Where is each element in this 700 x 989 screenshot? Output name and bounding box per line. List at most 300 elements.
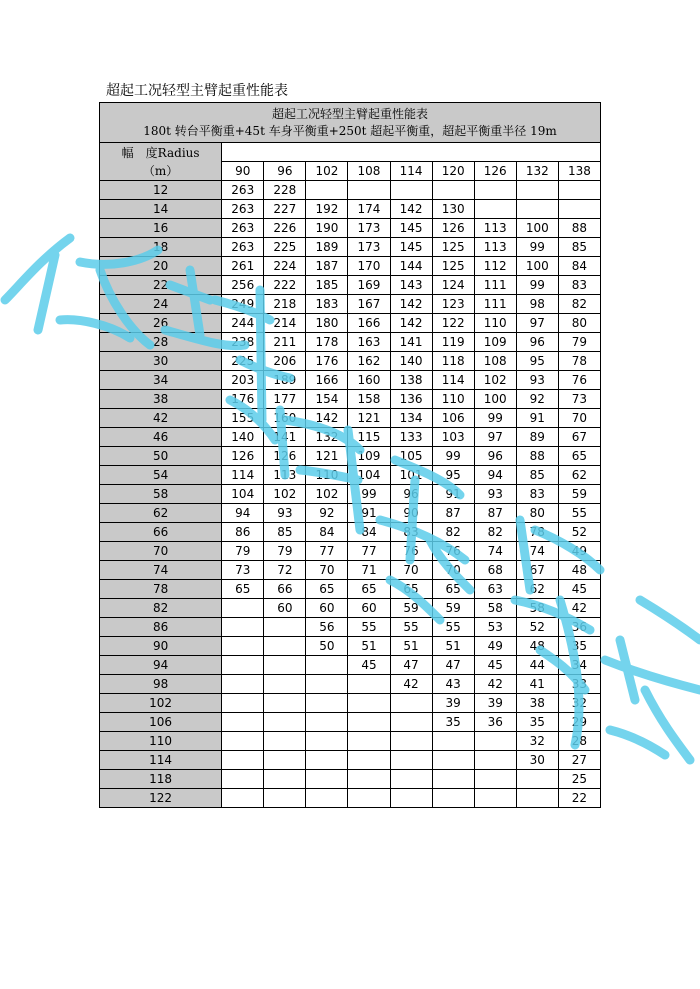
- radius-cell: 46: [100, 428, 222, 447]
- load-cell: [222, 637, 264, 656]
- load-cell: 79: [264, 542, 306, 561]
- table-row: [100, 618, 601, 637]
- load-cell: 91: [432, 485, 474, 504]
- load-cell: 78: [558, 352, 600, 371]
- load-cell: 93: [516, 371, 558, 390]
- table-row: [100, 485, 601, 504]
- load-cell: 22: [558, 789, 600, 808]
- load-cell: 111: [474, 295, 516, 314]
- load-cell: 78: [516, 523, 558, 542]
- radius-cell: 20: [100, 257, 222, 276]
- load-cell: [264, 713, 306, 732]
- radius-cell: 98: [100, 675, 222, 694]
- load-cell: 225: [264, 238, 306, 257]
- load-cell: 99: [516, 276, 558, 295]
- load-cell: 76: [558, 371, 600, 390]
- load-cell: 55: [558, 504, 600, 523]
- load-cell: 249: [222, 295, 264, 314]
- radius-cell: 106: [100, 713, 222, 732]
- load-cell: 263: [222, 238, 264, 257]
- load-cell: 244: [222, 314, 264, 333]
- load-cell: 189: [306, 238, 348, 257]
- load-cell: 80: [558, 314, 600, 333]
- load-cell: 115: [348, 428, 390, 447]
- header-row: [100, 143, 601, 162]
- radius-cell: 122: [100, 789, 222, 808]
- load-cell: 67: [516, 561, 558, 580]
- load-cell: 214: [264, 314, 306, 333]
- load-cell: 183: [306, 295, 348, 314]
- load-cell: 83: [516, 485, 558, 504]
- table-row: [100, 371, 601, 390]
- load-cell: 77: [348, 542, 390, 561]
- load-cell: 41: [516, 675, 558, 694]
- load-cell: 65: [222, 580, 264, 599]
- load-cell: [390, 181, 432, 200]
- load-cell: [432, 751, 474, 770]
- load-cell: 59: [390, 599, 432, 618]
- radius-header-label: 幅 度Radius: [121, 145, 200, 160]
- load-cell: 47: [390, 656, 432, 675]
- radius-cell: 110: [100, 732, 222, 751]
- load-cell: 226: [264, 219, 306, 238]
- load-cell: 67: [558, 428, 600, 447]
- load-cell: 113: [264, 466, 306, 485]
- load-cell: 60: [348, 599, 390, 618]
- load-cell: [348, 713, 390, 732]
- load-cell: 39: [474, 694, 516, 713]
- load-cell: 90: [390, 504, 432, 523]
- load-cell: 45: [474, 656, 516, 675]
- load-cell: [348, 770, 390, 789]
- load-cell: 92: [516, 390, 558, 409]
- load-cell: 173: [348, 238, 390, 257]
- load-cell: 39: [432, 694, 474, 713]
- load-cell: [306, 732, 348, 751]
- load-cell: 85: [264, 523, 306, 542]
- load-cell: [348, 675, 390, 694]
- load-cell: 29: [558, 713, 600, 732]
- load-cell: [306, 751, 348, 770]
- load-cell: 34: [558, 656, 600, 675]
- load-cell: 114: [432, 371, 474, 390]
- table-row: [100, 694, 601, 713]
- table-row: [100, 637, 601, 656]
- load-cell: 70: [558, 409, 600, 428]
- load-cell: 160: [264, 409, 306, 428]
- load-cell: 59: [558, 485, 600, 504]
- load-cell: 112: [474, 257, 516, 276]
- table-row: [100, 789, 601, 808]
- table-row: [100, 219, 601, 238]
- load-cell: 256: [222, 276, 264, 295]
- load-cell: 35: [432, 713, 474, 732]
- load-cell: 62: [558, 466, 600, 485]
- load-cell: [222, 694, 264, 713]
- load-cell: 176: [306, 352, 348, 371]
- load-cell: 42: [558, 599, 600, 618]
- load-cell: 133: [390, 428, 432, 447]
- load-cell: 222: [264, 276, 306, 295]
- load-cell: 140: [390, 352, 432, 371]
- load-cell: 177: [264, 390, 306, 409]
- load-cell: 263: [222, 181, 264, 200]
- load-cell: 178: [306, 333, 348, 352]
- load-cell: 114: [222, 466, 264, 485]
- load-cell: [516, 181, 558, 200]
- load-cell: 109: [348, 447, 390, 466]
- load-cell: 47: [432, 656, 474, 675]
- boom-length-114: 114: [390, 162, 432, 181]
- table-row: [100, 295, 601, 314]
- load-cell: 126: [432, 219, 474, 238]
- table-row: [100, 333, 601, 352]
- load-cell: 27: [558, 751, 600, 770]
- load-cell: 74: [474, 542, 516, 561]
- boom-length-120: 120: [432, 162, 474, 181]
- load-cell: 70: [432, 561, 474, 580]
- load-cell: 58: [474, 599, 516, 618]
- table-row: [100, 542, 601, 561]
- table-row: [100, 504, 601, 523]
- load-cell: 97: [474, 428, 516, 447]
- load-cell: 166: [306, 371, 348, 390]
- load-cell: 138: [390, 371, 432, 390]
- load-cell: 144: [390, 257, 432, 276]
- load-cell: 93: [264, 504, 306, 523]
- load-cell: 65: [306, 580, 348, 599]
- load-cell: 121: [348, 409, 390, 428]
- table-row: [100, 580, 601, 599]
- load-cell: 82: [474, 523, 516, 542]
- load-cell: 141: [264, 428, 306, 447]
- load-cell: 102: [264, 485, 306, 504]
- boom-length-102: 102: [306, 162, 348, 181]
- load-cell: [348, 751, 390, 770]
- load-cell: 79: [222, 542, 264, 561]
- load-cell: 60: [264, 599, 306, 618]
- table-row: [100, 257, 601, 276]
- table-row: [100, 523, 601, 542]
- load-cell: 238: [222, 333, 264, 352]
- load-cell: 126: [222, 447, 264, 466]
- load-cell: 50: [306, 637, 348, 656]
- load-cell: 192: [306, 200, 348, 219]
- load-cell: 140: [222, 428, 264, 447]
- radius-cell: 94: [100, 656, 222, 675]
- load-cell: 93: [474, 485, 516, 504]
- load-cell: [390, 751, 432, 770]
- load-cell: [222, 732, 264, 751]
- load-cell: [474, 200, 516, 219]
- load-cell: [432, 732, 474, 751]
- load-cell: 185: [306, 276, 348, 295]
- load-cell: [306, 656, 348, 675]
- table-row: [100, 751, 601, 770]
- radius-cell: 82: [100, 599, 222, 618]
- load-cell: 36: [474, 713, 516, 732]
- load-cell: 83: [558, 276, 600, 295]
- load-cell: 92: [306, 504, 348, 523]
- table-caption-conditions: 180t 转台平衡重+45t 车身平衡重+250t 超起平衡重，超起平衡重半径 19m: [143, 124, 557, 138]
- load-cell: 104: [222, 485, 264, 504]
- load-cell: [306, 770, 348, 789]
- radius-cell: 24: [100, 295, 222, 314]
- load-cell: [264, 618, 306, 637]
- load-cell: 85: [516, 466, 558, 485]
- boom-length-126: 126: [474, 162, 516, 181]
- load-cell: [474, 732, 516, 751]
- load-cell: 106: [432, 409, 474, 428]
- load-cell: 82: [432, 523, 474, 542]
- load-cell: 158: [348, 390, 390, 409]
- load-cell: [390, 713, 432, 732]
- load-cell: 102: [306, 485, 348, 504]
- load-cell: 45: [558, 580, 600, 599]
- load-cell: [348, 732, 390, 751]
- load-cell: [222, 618, 264, 637]
- load-cell: 87: [432, 504, 474, 523]
- load-cell: [222, 789, 264, 808]
- load-cell: 126: [264, 447, 306, 466]
- load-cell: 42: [390, 675, 432, 694]
- load-cell: 77: [306, 542, 348, 561]
- load-cell: 261: [222, 257, 264, 276]
- load-cell: 190: [306, 219, 348, 238]
- load-cell: 98: [516, 295, 558, 314]
- load-cell: 104: [348, 466, 390, 485]
- radius-header: [100, 143, 222, 181]
- radius-cell: 28: [100, 333, 222, 352]
- load-cell: 173: [348, 219, 390, 238]
- load-cell: 49: [474, 637, 516, 656]
- load-cell: 211: [264, 333, 306, 352]
- table-row: [100, 656, 601, 675]
- load-cell: 74: [516, 542, 558, 561]
- load-cell: 228: [264, 181, 306, 200]
- load-cell: 124: [432, 276, 474, 295]
- table-row: [100, 390, 601, 409]
- load-cell: 122: [432, 314, 474, 333]
- load-cell: 84: [558, 257, 600, 276]
- load-cell: 65: [558, 447, 600, 466]
- load-cell: 86: [222, 523, 264, 542]
- load-cell: 142: [390, 200, 432, 219]
- radius-header-unit: （m）: [142, 163, 179, 178]
- load-cell: 73: [558, 390, 600, 409]
- load-cell: 162: [348, 352, 390, 371]
- load-cell: [432, 770, 474, 789]
- load-cell: [516, 200, 558, 219]
- load-cell: 42: [474, 675, 516, 694]
- table-row: [100, 352, 601, 371]
- load-cell: 32: [558, 694, 600, 713]
- load-cell: 174: [348, 200, 390, 219]
- load-cell: 203: [222, 371, 264, 390]
- radius-cell: 58: [100, 485, 222, 504]
- watermark-glyph-6: [605, 600, 700, 760]
- load-cell: 100: [474, 390, 516, 409]
- load-cell: 68: [474, 561, 516, 580]
- boom-length-90: 90: [222, 162, 264, 181]
- load-cell: 55: [432, 618, 474, 637]
- boom-length-138: 138: [558, 162, 600, 181]
- load-cell: [516, 770, 558, 789]
- load-cell: 111: [474, 276, 516, 295]
- load-cell: [264, 751, 306, 770]
- table-caption: [100, 103, 601, 143]
- load-cell: 65: [390, 580, 432, 599]
- load-cell: 169: [348, 276, 390, 295]
- boom-length-108: 108: [348, 162, 390, 181]
- load-cell: 110: [474, 314, 516, 333]
- load-cell: 113: [474, 219, 516, 238]
- table-caption-row: [100, 103, 601, 143]
- radius-cell: 26: [100, 314, 222, 333]
- load-cell: 145: [390, 238, 432, 257]
- table-row: [100, 200, 601, 219]
- load-cell: 95: [516, 352, 558, 371]
- load-cell: [306, 789, 348, 808]
- document-title: 超起工况轻型主臂起重性能表: [106, 83, 288, 99]
- table-row: [100, 713, 601, 732]
- radius-cell: 42: [100, 409, 222, 428]
- load-cell: 76: [390, 542, 432, 561]
- load-cell: 48: [516, 637, 558, 656]
- load-cell: 70: [390, 561, 432, 580]
- load-cell: 45: [348, 656, 390, 675]
- radius-cell: 78: [100, 580, 222, 599]
- table-row: [100, 276, 601, 295]
- radius-cell: 102: [100, 694, 222, 713]
- load-cell: 73: [222, 561, 264, 580]
- load-cell: 99: [432, 447, 474, 466]
- load-cell: 56: [306, 618, 348, 637]
- load-cell: [474, 751, 516, 770]
- table-row: [100, 238, 601, 257]
- load-cell: 125: [432, 238, 474, 257]
- load-cell: 110: [306, 466, 348, 485]
- load-cell: 85: [558, 238, 600, 257]
- load-cell: 263: [222, 200, 264, 219]
- load-cell: 123: [432, 295, 474, 314]
- load-cell: 60: [306, 599, 348, 618]
- table-row: [100, 561, 601, 580]
- load-cell: 91: [516, 409, 558, 428]
- load-cell: 36: [558, 618, 600, 637]
- load-cell: [432, 181, 474, 200]
- load-cell: [264, 675, 306, 694]
- load-cell: 100: [516, 219, 558, 238]
- load-cell: [432, 789, 474, 808]
- load-cell: 30: [516, 751, 558, 770]
- table-row: [100, 675, 601, 694]
- load-cell: 103: [432, 428, 474, 447]
- load-cell: 51: [348, 637, 390, 656]
- load-cell: [222, 599, 264, 618]
- load-cell: 225: [222, 352, 264, 371]
- load-cell: 99: [348, 485, 390, 504]
- load-cell: [264, 694, 306, 713]
- load-cell: [474, 181, 516, 200]
- load-cell: 176: [222, 390, 264, 409]
- load-cell: 109: [474, 333, 516, 352]
- load-cell: 72: [264, 561, 306, 580]
- load-cell: 48: [558, 561, 600, 580]
- load-cell: 43: [432, 675, 474, 694]
- load-cell: 119: [432, 333, 474, 352]
- load-cell: [558, 181, 600, 200]
- load-cell: [222, 656, 264, 675]
- load-cell: 95: [432, 466, 474, 485]
- load-cell: 154: [306, 390, 348, 409]
- table-row: [100, 732, 601, 751]
- load-cell: 136: [390, 390, 432, 409]
- load-cell: 66: [264, 580, 306, 599]
- load-cell: 118: [432, 352, 474, 371]
- radius-cell: 14: [100, 200, 222, 219]
- load-cell: 227: [264, 200, 306, 219]
- table-row: [100, 447, 601, 466]
- load-cell: 166: [348, 314, 390, 333]
- load-cell: 38: [516, 694, 558, 713]
- load-cell: 170: [348, 257, 390, 276]
- radius-cell: 86: [100, 618, 222, 637]
- load-cell: 100: [516, 257, 558, 276]
- table-caption-title: 超起工况轻型主臂起重性能表: [271, 107, 428, 121]
- load-cell: 83: [390, 523, 432, 542]
- load-cell: 33: [558, 675, 600, 694]
- load-cell: 71: [348, 561, 390, 580]
- radius-cell: 18: [100, 238, 222, 257]
- load-cell: 189: [264, 371, 306, 390]
- load-cell: 84: [306, 523, 348, 542]
- radius-cell: 38: [100, 390, 222, 409]
- load-cell: 44: [516, 656, 558, 675]
- load-cell: 91: [348, 504, 390, 523]
- load-cell: [390, 770, 432, 789]
- load-cell: 99: [516, 238, 558, 257]
- load-cell: 94: [474, 466, 516, 485]
- radius-cell: 22: [100, 276, 222, 295]
- load-cell: 32: [516, 732, 558, 751]
- load-cell: 263: [222, 219, 264, 238]
- table-row: [100, 181, 601, 200]
- load-cell: 143: [390, 276, 432, 295]
- load-cell: 63: [474, 580, 516, 599]
- load-cell: [348, 694, 390, 713]
- load-cell: 53: [474, 618, 516, 637]
- load-cell: [222, 713, 264, 732]
- load-cell: [348, 181, 390, 200]
- radius-cell: 90: [100, 637, 222, 656]
- boom-length-header-spacer: [222, 143, 601, 162]
- load-cell: 88: [558, 219, 600, 238]
- load-cell: 160: [348, 371, 390, 390]
- load-cell: [390, 694, 432, 713]
- radius-cell: 62: [100, 504, 222, 523]
- load-cell: 113: [474, 238, 516, 257]
- radius-cell: 54: [100, 466, 222, 485]
- load-cell: 121: [306, 447, 348, 466]
- load-cell: 51: [432, 637, 474, 656]
- load-cell: 155: [222, 409, 264, 428]
- load-cell: 55: [390, 618, 432, 637]
- lifting-capacity-table: [99, 102, 601, 808]
- load-cell: 52: [516, 618, 558, 637]
- load-cell: 132: [306, 428, 348, 447]
- load-cell: [306, 181, 348, 200]
